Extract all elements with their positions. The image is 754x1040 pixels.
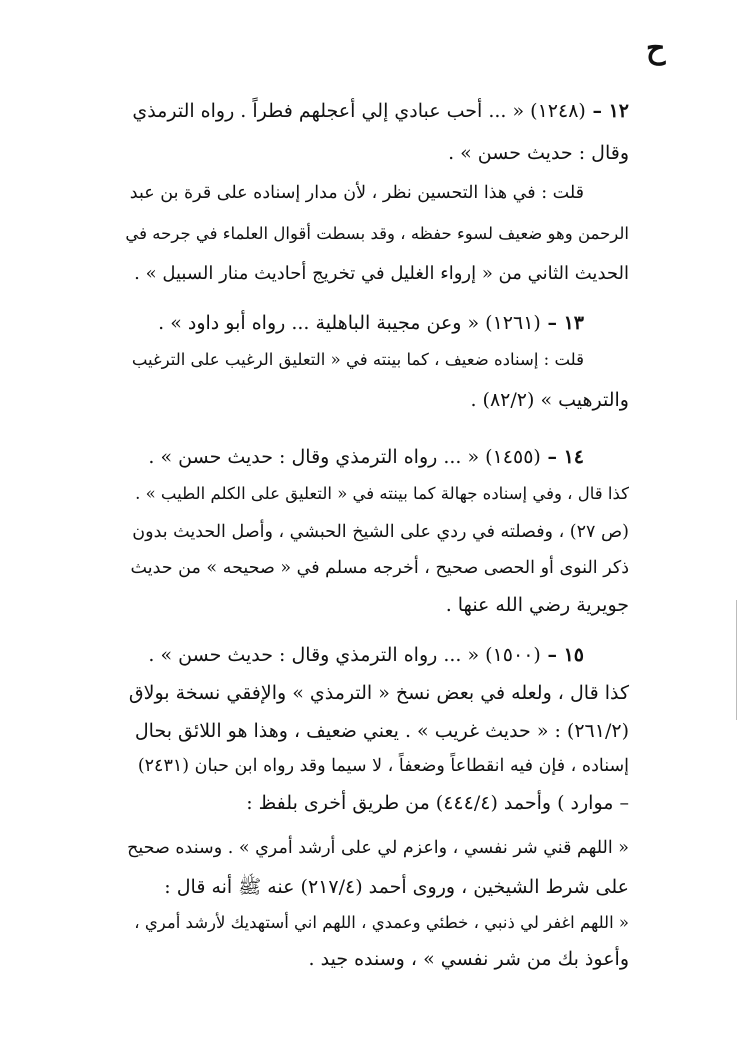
quote-line-4: وأعوذ بك من شر نفسي » ، وسنده جيد .: [308, 948, 629, 970]
entry-13-line-1: [158, 312, 584, 335]
entry-14-line-5: جويرية رضي الله عنها .: [445, 594, 629, 616]
entry-14-line-3: (ص ٢٧) ، وفصلته في ردي على الشيخ الحبشي ، وأصل الحديث بدون: [132, 522, 629, 542]
entry-15-line-2: كذا قال ، ولعله في بعض نسخ « الترمذي » والإفقي نسخة بولاق: [128, 682, 629, 704]
scan-edge-mark: [736, 600, 737, 720]
quote-line-3: « اللهم اغفر لي ذنبي ، خطئي وعمدي ، اللهم اني أستهديك لأرشد أمري ،: [134, 913, 629, 932]
entry-12-text: (١٢٤٨) « ... أحب عبادي إلي أعجلهم فطراً . رواه الترمذي: [132, 100, 586, 122]
entry-14-line-1: [148, 446, 584, 469]
entry-14-text: (١٤٥٥) « ... رواه الترمذي وقال : حديث حسن » .: [148, 446, 541, 468]
entry-15-line-4: إسناده ، فإن فيه انقطاعاً وضعفاً ، لا سيما وقد رواه ابن حبان (٢٤٣١): [137, 756, 629, 776]
entry-12-number: ١٢ –: [585, 100, 629, 122]
quote-line-2: على شرط الشيخين ، وروى أحمد (٢١٧/٤) عنه ﷺ أنه قال :: [164, 876, 629, 898]
note-12-line-1: قلت : في هذا التحسين نظر ، لأن مدار إسناده على قرة بن عبد: [129, 183, 584, 203]
entry-15-line-1: [148, 644, 584, 667]
note-13-line-1: قلت : إسناده ضعيف ، كما بينته في « التعليق الرغيب على الترغيب: [131, 350, 584, 369]
entry-14-line-2: كذا قال ، وفي إسناده جهالة كما بينته في « التعليق على الكلم الطيب » .: [135, 484, 629, 503]
entry-12-line-2: وقال : حديث حسن » .: [448, 142, 629, 164]
entry-13-number: ١٣ –: [540, 312, 584, 334]
page-number: ح: [646, 31, 666, 66]
entry-15-line-5: – موارد ) وأحمد (٤٤٤/٤) من طريق أخرى بلفظ :: [246, 792, 629, 814]
note-13-line-2: والترهيب » (٨٢/٢) .: [470, 389, 629, 411]
quote-line-1: « اللهم قني شر نفسي ، واعزم لي على أرشد أمري » . وسنده صحيح: [127, 838, 629, 858]
entry-12-line-1: [132, 100, 629, 123]
entry-15-number: ١٥ –: [540, 644, 584, 666]
entry-14-line-4: ذكر النوى أو الحصى صحيح ، أخرجه مسلم في « صحيحه » من حديث: [130, 558, 629, 578]
entry-15-text: (١٥٠٠) « ... رواه الترمذي وقال : حديث حسن » .: [148, 644, 541, 666]
note-12-line-3: الحديث الثاني من « إرواء الغليل في تخريج أحاديث منار السبيل » .: [134, 263, 629, 284]
entry-13-text: (١٢٦١) « وعن مجيبة الباهلية ... رواه أبو داود » .: [158, 312, 541, 334]
entry-14-number: ١٤ –: [540, 446, 584, 468]
entry-15-line-3: (٢٦١/٢) : « حديث غريب » . يعني ضعيف ، وهذا هو اللائق بحال: [134, 720, 629, 742]
note-12-line-2: الرحمن وهو ضعيف لسوء حفظه ، وقد بسطت أقوال العلماء في جرحه في: [125, 224, 629, 243]
